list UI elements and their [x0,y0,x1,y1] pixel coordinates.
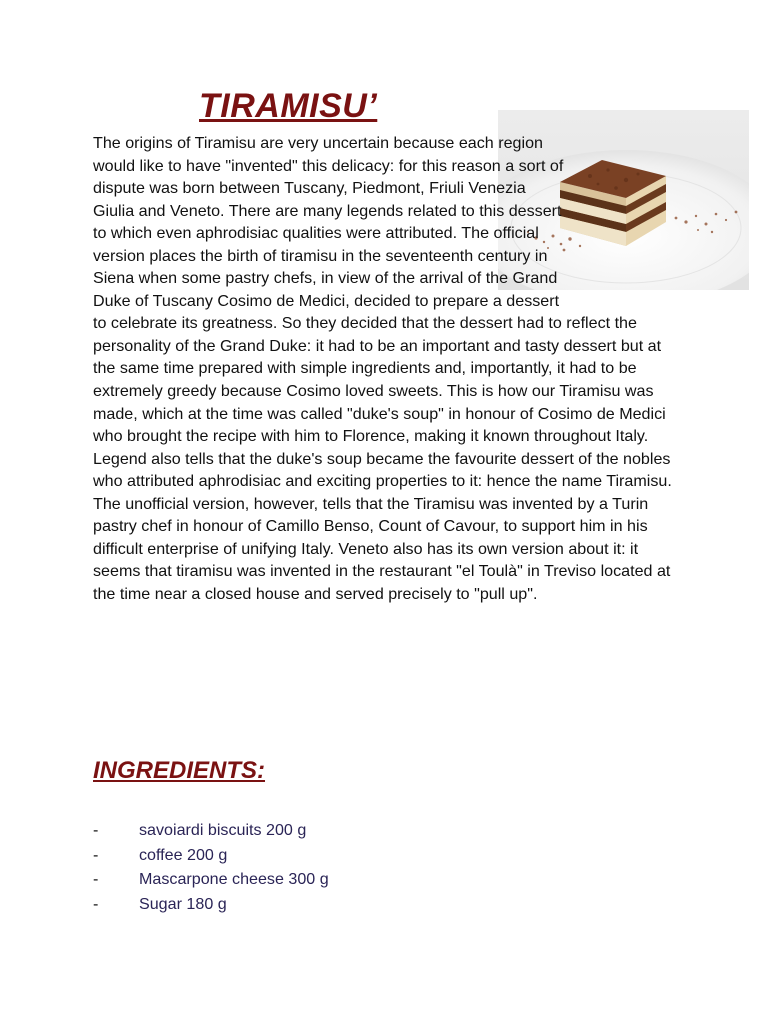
ingredient-text: Mascarpone cheese 300 g [139,870,329,888]
origins-paragraph [93,132,678,605]
ingredient-item [93,867,329,892]
ingredients-heading: INGREDIENTS: [93,757,266,784]
ingredient-item [93,818,329,843]
list-dash: - [93,870,99,888]
ingredients-list [93,818,329,916]
list-dash: - [93,845,99,864]
ingredient-item [93,843,329,868]
photo-wrap-spacer [566,132,678,312]
ingredient-text: Sugar 180 g [139,894,227,913]
ingredient-item [93,892,329,917]
page-title: TIRAMISU’ [199,87,378,125]
ingredient-text: coffee 200 g [139,845,228,864]
origins-text: The origins of Tiramisu are very uncertain because each region would like to have "invented" this delicacy: for this reason a sort of dispute was born between Tuscany, Piedmont, Friuli Venezia Giulia and Veneto. There are many legends related to this dessert to which even aphrodisiac qualities were attributed. The official version places the birth of tiramisu in the seventeenth century in Siena when some pastry chefs, in view of the arrival of the Grand Duke of Tuscany Cosimo de Medici, decided to prepare a dessert to celebrate its greatness. So they decided that the dessert had to reflect the personality of the Grand Duke: it had to be an important and tasty dessert but at the same time prepared with simple ingredients and, importantly, it had to be extremely greedy because Cosimo loved sweets. This is how our Tiramisu was made, which at the time was called "duke's soup" in honour of Cosimo de Medici who brought the recipe with him to Florence, making it known throughout Italy. Legend also tells that the duke's soup became the favourite dessert of the nobles who attributed aphrodisiac and exciting properties to it: hence the name Tiramisu. The unofficial version, however, tells that the Tiramisu was invented by a Turin pastry chef in honour of Camillo Benso, Count of Cavour, to support him in his difficult enterprise of unifying Italy. Veneto also has its own version about it: it seems that tiramisu was invented in the restaurant "el Toulà" in Treviso located at the time near a closed house and served precisely to "pull up". [93,134,672,603]
ingredient-text: savoiardi biscuits 200 g [139,821,307,839]
list-dash: - [93,821,99,839]
list-dash: - [93,894,99,913]
